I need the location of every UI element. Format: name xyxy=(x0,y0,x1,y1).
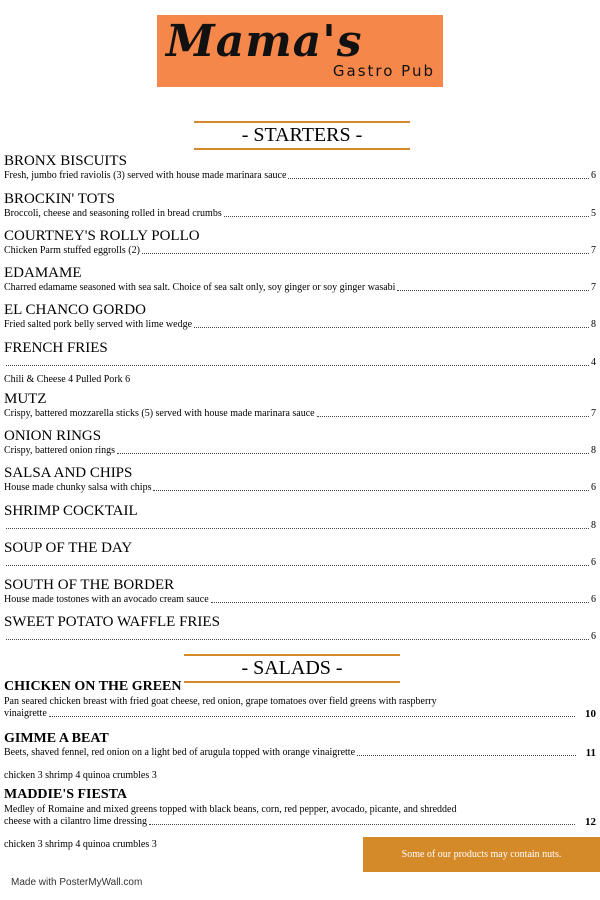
starters-heading: - STARTERS - xyxy=(194,121,410,150)
leader-dots xyxy=(211,602,589,603)
starter-line xyxy=(4,445,596,457)
starter-description: House made tostones with an avocado cream sauce xyxy=(4,594,209,605)
starter-price: 6 xyxy=(591,631,596,642)
starter-name: SOUTH OF THE BORDER xyxy=(4,577,175,593)
starter-description: Broccoli, cheese and seasoning rolled in bread crumbs xyxy=(4,208,222,219)
starter-description: Fried salted pork belly served with lime wedge xyxy=(4,319,193,330)
leader-dots xyxy=(357,755,576,756)
starter-price: 8 xyxy=(591,319,596,330)
logo-name: Mama's xyxy=(166,16,363,67)
starter-line xyxy=(4,594,596,606)
salad-line xyxy=(4,747,596,759)
leader-dots xyxy=(6,365,589,366)
salad-description-end: vinaigrette xyxy=(4,708,47,719)
starter-item xyxy=(4,576,596,606)
starter-line xyxy=(4,482,596,494)
leader-dots xyxy=(317,416,589,417)
starter-item xyxy=(4,227,596,257)
starter-line xyxy=(4,170,596,182)
leader-dots xyxy=(6,565,589,566)
leader-dots xyxy=(49,716,575,717)
starter-line xyxy=(4,357,596,369)
salad-name: GIMME A BEAT xyxy=(4,731,109,746)
starter-line xyxy=(4,319,596,331)
leader-dots xyxy=(149,824,575,825)
starter-line xyxy=(4,557,596,569)
starter-price: 8 xyxy=(591,445,596,456)
starter-name: FRENCH FRIES xyxy=(4,340,108,356)
salads-heading: - SALADS - xyxy=(184,654,400,683)
salad-name: CHICKEN ON THE GREEN xyxy=(4,679,182,694)
starter-description: Crispy, battered onion rings xyxy=(4,445,116,456)
leader-dots xyxy=(6,639,589,640)
starter-line xyxy=(4,408,596,420)
leader-dots xyxy=(153,490,589,491)
leader-dots xyxy=(194,327,589,328)
logo xyxy=(157,15,443,87)
salad-addons: chicken 3 shrimp 4 quinoa crumbles 3 xyxy=(4,770,157,781)
starter-price: 7 xyxy=(591,408,596,419)
starter-price: 6 xyxy=(591,170,596,181)
starter-price: 7 xyxy=(591,282,596,293)
leader-dots xyxy=(288,178,589,179)
starter-price: 8 xyxy=(591,520,596,531)
salad-description-end: Beets, shaved fennel, red onion on a light bed of arugula topped with orange vinaigrette xyxy=(4,747,356,758)
starter-item xyxy=(4,539,596,569)
starter-price: 4 xyxy=(591,357,596,368)
starter-name: SHRIMP COCKTAIL xyxy=(4,503,138,519)
logo-subtitle: Gastro Pub xyxy=(332,62,435,80)
starter-item xyxy=(4,464,596,494)
salad-price: 12 xyxy=(585,816,596,828)
salad-name: MADDIE'S FIESTA xyxy=(4,787,128,802)
leader-dots xyxy=(117,453,589,454)
starter-name: EDAMAME xyxy=(4,265,82,281)
starter-name: SWEET POTATO WAFFLE FRIES xyxy=(4,614,220,630)
leader-dots xyxy=(224,216,589,217)
starter-description: House made chunky salsa with chips xyxy=(4,482,152,493)
salad-price: 10 xyxy=(585,708,596,720)
starter-item xyxy=(4,390,596,420)
starter-line xyxy=(4,282,596,294)
starter-name: BROCKIN' TOTS xyxy=(4,191,115,207)
starter-line xyxy=(4,631,596,643)
salad-item xyxy=(4,730,596,782)
salad-line xyxy=(4,708,596,720)
starter-item xyxy=(4,339,596,386)
starter-description: Crispy, battered mozzarella sticks (5) served with house made marinara sauce xyxy=(4,408,315,419)
starter-item xyxy=(4,502,596,532)
starter-name: SOUP OF THE DAY xyxy=(4,540,133,556)
starter-item xyxy=(4,427,596,457)
starter-line xyxy=(4,520,596,532)
starter-price: 5 xyxy=(591,208,596,219)
starter-line xyxy=(4,245,596,257)
starter-item xyxy=(4,301,596,331)
salad-line xyxy=(4,816,596,828)
starter-name: BRONX BISCUITS xyxy=(4,153,127,169)
starter-item xyxy=(4,152,596,182)
starter-description: Charred edamame seasoned with sea salt. Choice of sea salt only, soy ginger or soy ginger wasabi xyxy=(4,282,396,293)
salad-addons: chicken 3 shrimp 4 quinoa crumbles 3 xyxy=(4,839,157,850)
leader-dots xyxy=(142,253,589,254)
starter-addons: Chili & Cheese 4 Pulled Pork 6 xyxy=(4,374,131,385)
salad-price: 11 xyxy=(585,747,596,759)
salad-description: Pan seared chicken breast with fried goat cheese, red onion, grape tomatoes over field greens with raspberry xyxy=(4,696,437,707)
starter-price: 6 xyxy=(591,482,596,493)
starter-price: 7 xyxy=(591,245,596,256)
starter-item xyxy=(4,190,596,220)
starter-item xyxy=(4,264,596,294)
leader-dots xyxy=(6,528,589,529)
starter-description: Fresh, jumbo fried raviolis (3) served with house made marinara sauce xyxy=(4,170,287,181)
salad-description: Medley of Romaine and mixed greens topped with black beans, corn, red pepper, avocado, picante, and shredded xyxy=(4,804,457,815)
starter-name: EL CHANCO GORDO xyxy=(4,302,146,318)
footer-credit: Made with PosterMyWall.com xyxy=(11,877,143,888)
starter-name: MUTZ xyxy=(4,391,47,407)
salad-description-end: cheese with a cilantro lime dressing xyxy=(4,816,148,827)
starter-price: 6 xyxy=(591,557,596,568)
starter-item xyxy=(4,613,596,643)
starter-name: ONION RINGS xyxy=(4,428,102,444)
leader-dots xyxy=(397,290,589,291)
nut-notice: Some of our products may contain nuts. xyxy=(363,837,600,872)
starter-description: Chicken Parm stuffed eggrolls (2) xyxy=(4,245,140,256)
starter-name: COURTNEY'S ROLLY POLLO xyxy=(4,228,200,244)
starter-line xyxy=(4,208,596,220)
starter-name: SALSA AND CHIPS xyxy=(4,465,133,481)
starter-price: 6 xyxy=(591,594,596,605)
salad-item xyxy=(4,678,596,720)
